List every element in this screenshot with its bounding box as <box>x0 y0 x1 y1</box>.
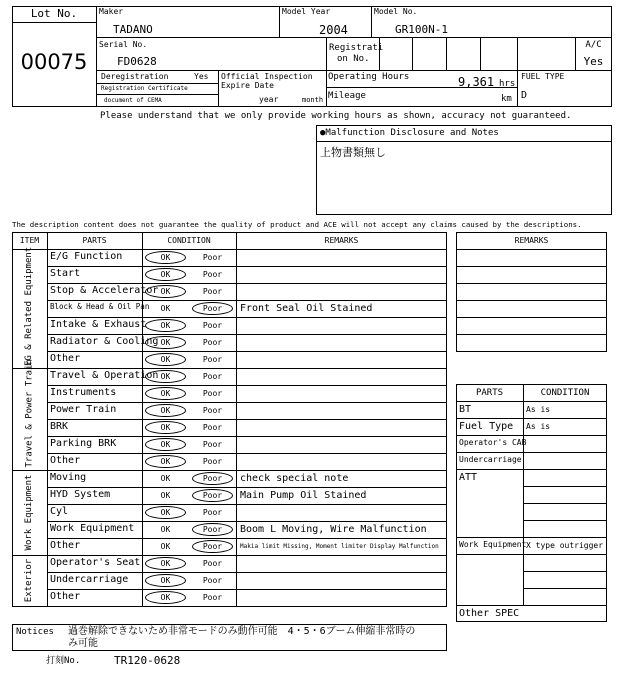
divider <box>523 503 607 504</box>
condition-poor: Poor <box>202 457 223 466</box>
condition-ok: OK <box>160 338 171 347</box>
divider <box>96 94 218 95</box>
divider <box>47 283 447 284</box>
divider <box>12 470 447 471</box>
divider <box>47 521 447 522</box>
divider <box>456 537 607 538</box>
inspection-expire-label: Official Inspection <box>221 72 313 81</box>
condition-poor-circle <box>192 489 233 502</box>
divider <box>47 334 447 335</box>
month-label: month <box>302 96 324 104</box>
right-row-part: ATT <box>459 472 478 483</box>
operating-hours-value: 9,361 <box>458 75 495 89</box>
condition-ok-circle <box>145 336 186 349</box>
inspection-row-remark: check special note <box>240 473 349 484</box>
inspection-row-remark: Main Pump Oil Stained <box>240 490 367 501</box>
serial-no-value: FD0628 <box>117 55 157 68</box>
condition-ok: OK <box>160 542 171 551</box>
condition-ok: OK <box>160 525 171 534</box>
condition-poor: Poor <box>202 491 223 500</box>
inspection-row-part: Power Train <box>50 404 117 415</box>
notices-text-1: 過巻解除できないため非常モードのみ動作可能 4・5・6ブーム伸縮非常時の <box>68 626 416 637</box>
right-row-part: BT <box>459 404 472 415</box>
condition-ok: OK <box>160 304 171 313</box>
divider <box>523 571 607 572</box>
registration-no-label: Registrati <box>329 43 384 53</box>
condition-poor: Poor <box>202 542 223 551</box>
registration-certificate-label: Registration Certificate <box>101 85 188 92</box>
divider <box>47 317 447 318</box>
condition-ok: OK <box>160 508 171 517</box>
condition-ok-circle <box>145 370 186 383</box>
inspection-row-part: Cyl <box>50 506 69 517</box>
inspection-row-part: Parking BRK <box>50 438 117 449</box>
serial-no-label: Serial No. <box>99 40 148 49</box>
condition-ok-circle <box>145 387 186 400</box>
divider <box>480 37 481 70</box>
fuel-type-value: D <box>521 90 528 101</box>
divider <box>456 249 607 250</box>
condition-ok-circle <box>145 353 186 366</box>
condition-ok: OK <box>160 559 171 568</box>
inspection-row-part: Other <box>50 540 81 551</box>
hrs-unit: hrs <box>499 79 516 89</box>
column-header-item: ITEM <box>19 236 40 245</box>
divider <box>456 317 607 318</box>
divider <box>96 6 97 107</box>
condition-ok-circle <box>145 455 186 468</box>
condition-ok: OK <box>160 593 171 602</box>
column-header-remarks: REMARKS <box>324 236 359 245</box>
inspection-row-part: Travel & Operation <box>50 370 159 381</box>
condition-poor: Poor <box>202 372 223 381</box>
lot-no-value: 00075 <box>20 50 88 74</box>
model-year-value: 2004 <box>319 23 348 37</box>
maker-value: TADANO <box>113 23 153 36</box>
condition-ok-circle <box>145 506 186 519</box>
fuel-type-label: FUEL TYPE <box>521 72 565 81</box>
divider <box>47 385 447 386</box>
cema-document-label: document of CEMA <box>104 97 162 104</box>
stamp-label: 打刻No. <box>46 656 81 666</box>
inspection-row-part: Stop & Accelerator <box>50 285 159 296</box>
condition-ok: OK <box>160 423 171 432</box>
inspection-expire-label-2: Expire Date <box>221 81 274 90</box>
divider <box>47 419 447 420</box>
condition-ok: OK <box>160 576 171 585</box>
maker-label: Maker <box>99 7 124 16</box>
condition-poor: Poor <box>202 559 223 568</box>
model-no-value: GR100N-1 <box>395 23 448 36</box>
lot-no-label: Lot No. <box>30 7 78 20</box>
operating-hours-label: Operating Hours <box>328 72 410 82</box>
divider <box>456 418 607 419</box>
condition-poor: Poor <box>202 270 223 279</box>
condition-header: CONDITION <box>540 388 590 398</box>
right-row-part: Undercarriage <box>459 455 522 464</box>
inspection-row-part: Work Equipment <box>50 523 135 534</box>
divider <box>316 141 612 142</box>
inspection-row-remark: Makia limit Missing, Moment limiter Display Malfunction <box>240 543 439 550</box>
condition-poor: Poor <box>202 304 223 313</box>
condition-ok-circle <box>145 591 186 604</box>
divider <box>446 37 447 70</box>
inspection-row-part: Moving <box>50 472 87 483</box>
notices-text-2: み可能 <box>68 638 98 649</box>
condition-ok: OK <box>160 287 171 296</box>
inspection-row-remark: Boom L Moving, Wire Malfunction <box>240 524 427 535</box>
inspection-row-remark: Front Seal Oil Stained <box>240 303 373 314</box>
inspection-row-part: Other <box>50 591 81 602</box>
hours-notice: Please understand that we only provide working hours as shown, accuracy not guaranteed. <box>100 111 572 121</box>
divider <box>456 469 607 470</box>
divider <box>96 83 218 84</box>
divider <box>456 554 607 555</box>
divider <box>456 283 607 284</box>
condition-poor: Poor <box>202 576 223 585</box>
condition-poor: Poor <box>202 423 223 432</box>
divider <box>47 402 447 403</box>
condition-ok-circle <box>145 421 186 434</box>
condition-ok-circle <box>145 319 186 332</box>
condition-ok: OK <box>160 440 171 449</box>
divider <box>456 452 607 453</box>
group-label: Work Equipment <box>24 474 34 550</box>
inspection-row-part: HYD System <box>50 489 111 500</box>
inspection-row-part: E/G Function <box>50 251 123 262</box>
condition-poor: Poor <box>202 389 223 398</box>
parts-header: PARTS <box>475 388 504 398</box>
registration-no-label-2: on No. <box>337 54 370 64</box>
condition-poor-circle <box>192 302 233 315</box>
condition-ok: OK <box>160 406 171 415</box>
divider <box>47 572 447 573</box>
group-label: EG & Related Equipment <box>24 246 34 366</box>
deregistration-label: Deregistration <box>101 72 169 81</box>
ac-value: Yes <box>583 55 604 68</box>
divider <box>279 6 280 37</box>
condition-ok: OK <box>160 474 171 483</box>
divider <box>456 266 607 267</box>
right-row-part: Fuel Type <box>459 421 514 432</box>
condition-poor-circle <box>192 472 233 485</box>
condition-ok-circle <box>145 285 186 298</box>
divider <box>218 70 219 107</box>
condition-poor: Poor <box>202 355 223 364</box>
divider <box>12 22 96 23</box>
divider <box>12 368 447 369</box>
divider <box>412 37 413 70</box>
divider <box>456 334 607 335</box>
divider <box>523 520 607 521</box>
notices-label: Notices <box>16 627 54 637</box>
deregistration-value: Yes <box>194 72 209 81</box>
mileage-label: Mileage <box>328 91 366 101</box>
right-row-condition: As is <box>526 405 551 414</box>
inspection-row-part: Instruments <box>50 387 117 398</box>
condition-poor-circle <box>192 540 233 553</box>
divider <box>456 300 607 301</box>
condition-ok: OK <box>160 321 171 330</box>
group-label: Travel & Power Train <box>24 359 34 468</box>
condition-ok: OK <box>160 270 171 279</box>
condition-poor: Poor <box>202 287 223 296</box>
condition-ok: OK <box>160 457 171 466</box>
stamp-value: TR120-0628 <box>114 654 181 667</box>
column-header-parts: PARTS <box>82 236 107 245</box>
condition-ok: OK <box>160 355 171 364</box>
condition-poor: Poor <box>202 525 223 534</box>
condition-ok: OK <box>160 389 171 398</box>
inspection-row-part: Operator's Seat <box>50 557 141 568</box>
ac-label: A/C <box>585 40 602 50</box>
condition-poor: Poor <box>202 440 223 449</box>
condition-ok-circle <box>145 251 186 264</box>
condition-ok-circle <box>145 557 186 570</box>
malfunction-title: ●Malfunction Disclosure and Notes <box>320 128 499 138</box>
inspection-row-part: BRK <box>50 421 69 432</box>
inspection-row-part: Other <box>50 353 81 364</box>
divider <box>326 37 327 107</box>
condition-ok-circle <box>145 438 186 451</box>
divider <box>47 538 447 539</box>
divider <box>47 589 447 590</box>
inspection-row-part: Block & Head & Oil Pan <box>50 302 150 311</box>
divider <box>47 436 447 437</box>
divider <box>96 37 612 38</box>
year-label: year <box>259 95 279 104</box>
condition-ok: OK <box>160 372 171 381</box>
divider <box>47 351 447 352</box>
divider <box>523 486 607 487</box>
inspection-row-part: Undercarriage <box>50 574 129 585</box>
divider <box>96 70 612 71</box>
inspection-row-part: Radiator & Cooling <box>50 336 159 347</box>
right-remarks-header: REMARKS <box>514 236 549 245</box>
condition-poor: Poor <box>202 406 223 415</box>
divider <box>456 401 607 402</box>
divider <box>47 266 447 267</box>
condition-ok-circle <box>145 574 186 587</box>
disclaimer: The description content does not guarantee the quality of product and ACE will not accept any claims caused by the descriptions. <box>12 220 582 229</box>
divider <box>47 504 447 505</box>
divider <box>12 249 447 250</box>
divider <box>47 487 447 488</box>
inspection-row-part: Start <box>50 268 81 279</box>
condition-poor: Poor <box>202 253 223 262</box>
malfunction-text: 上物書類無し <box>320 146 386 159</box>
group-label: Exterior <box>24 558 34 602</box>
condition-poor: Poor <box>202 508 223 517</box>
km-unit: km <box>501 94 512 104</box>
right-row-part: Other SPEC <box>459 608 520 619</box>
condition-ok: OK <box>160 491 171 500</box>
right-row-condition: X type outrigger <box>526 541 604 550</box>
malfunction-box <box>316 125 612 215</box>
divider <box>47 300 447 301</box>
condition-poor: Poor <box>202 321 223 330</box>
right-row-condition: As is <box>526 422 551 431</box>
model-year-label: Model Year <box>282 7 331 16</box>
condition-poor: Poor <box>202 593 223 602</box>
divider <box>517 37 518 107</box>
divider <box>12 555 447 556</box>
right-row-part: Work Equipment <box>459 540 527 549</box>
inspection-row-part: Other <box>50 455 81 466</box>
condition-ok-circle <box>145 404 186 417</box>
condition-poor-circle <box>192 523 233 536</box>
column-header-condition: CONDITION <box>167 236 211 245</box>
condition-poor: Poor <box>202 338 223 347</box>
condition-ok: OK <box>160 253 171 262</box>
divider <box>456 435 607 436</box>
inspection-row-part: Intake & Exhaust <box>50 319 147 330</box>
model-no-label: Model No. <box>374 7 418 16</box>
divider <box>456 605 607 606</box>
condition-ok-circle <box>145 268 186 281</box>
right-row-part: Operator's CAB <box>459 438 527 447</box>
condition-poor: Poor <box>202 474 223 483</box>
divider <box>523 588 607 589</box>
divider <box>47 453 447 454</box>
divider <box>371 6 372 37</box>
divider <box>379 37 380 70</box>
